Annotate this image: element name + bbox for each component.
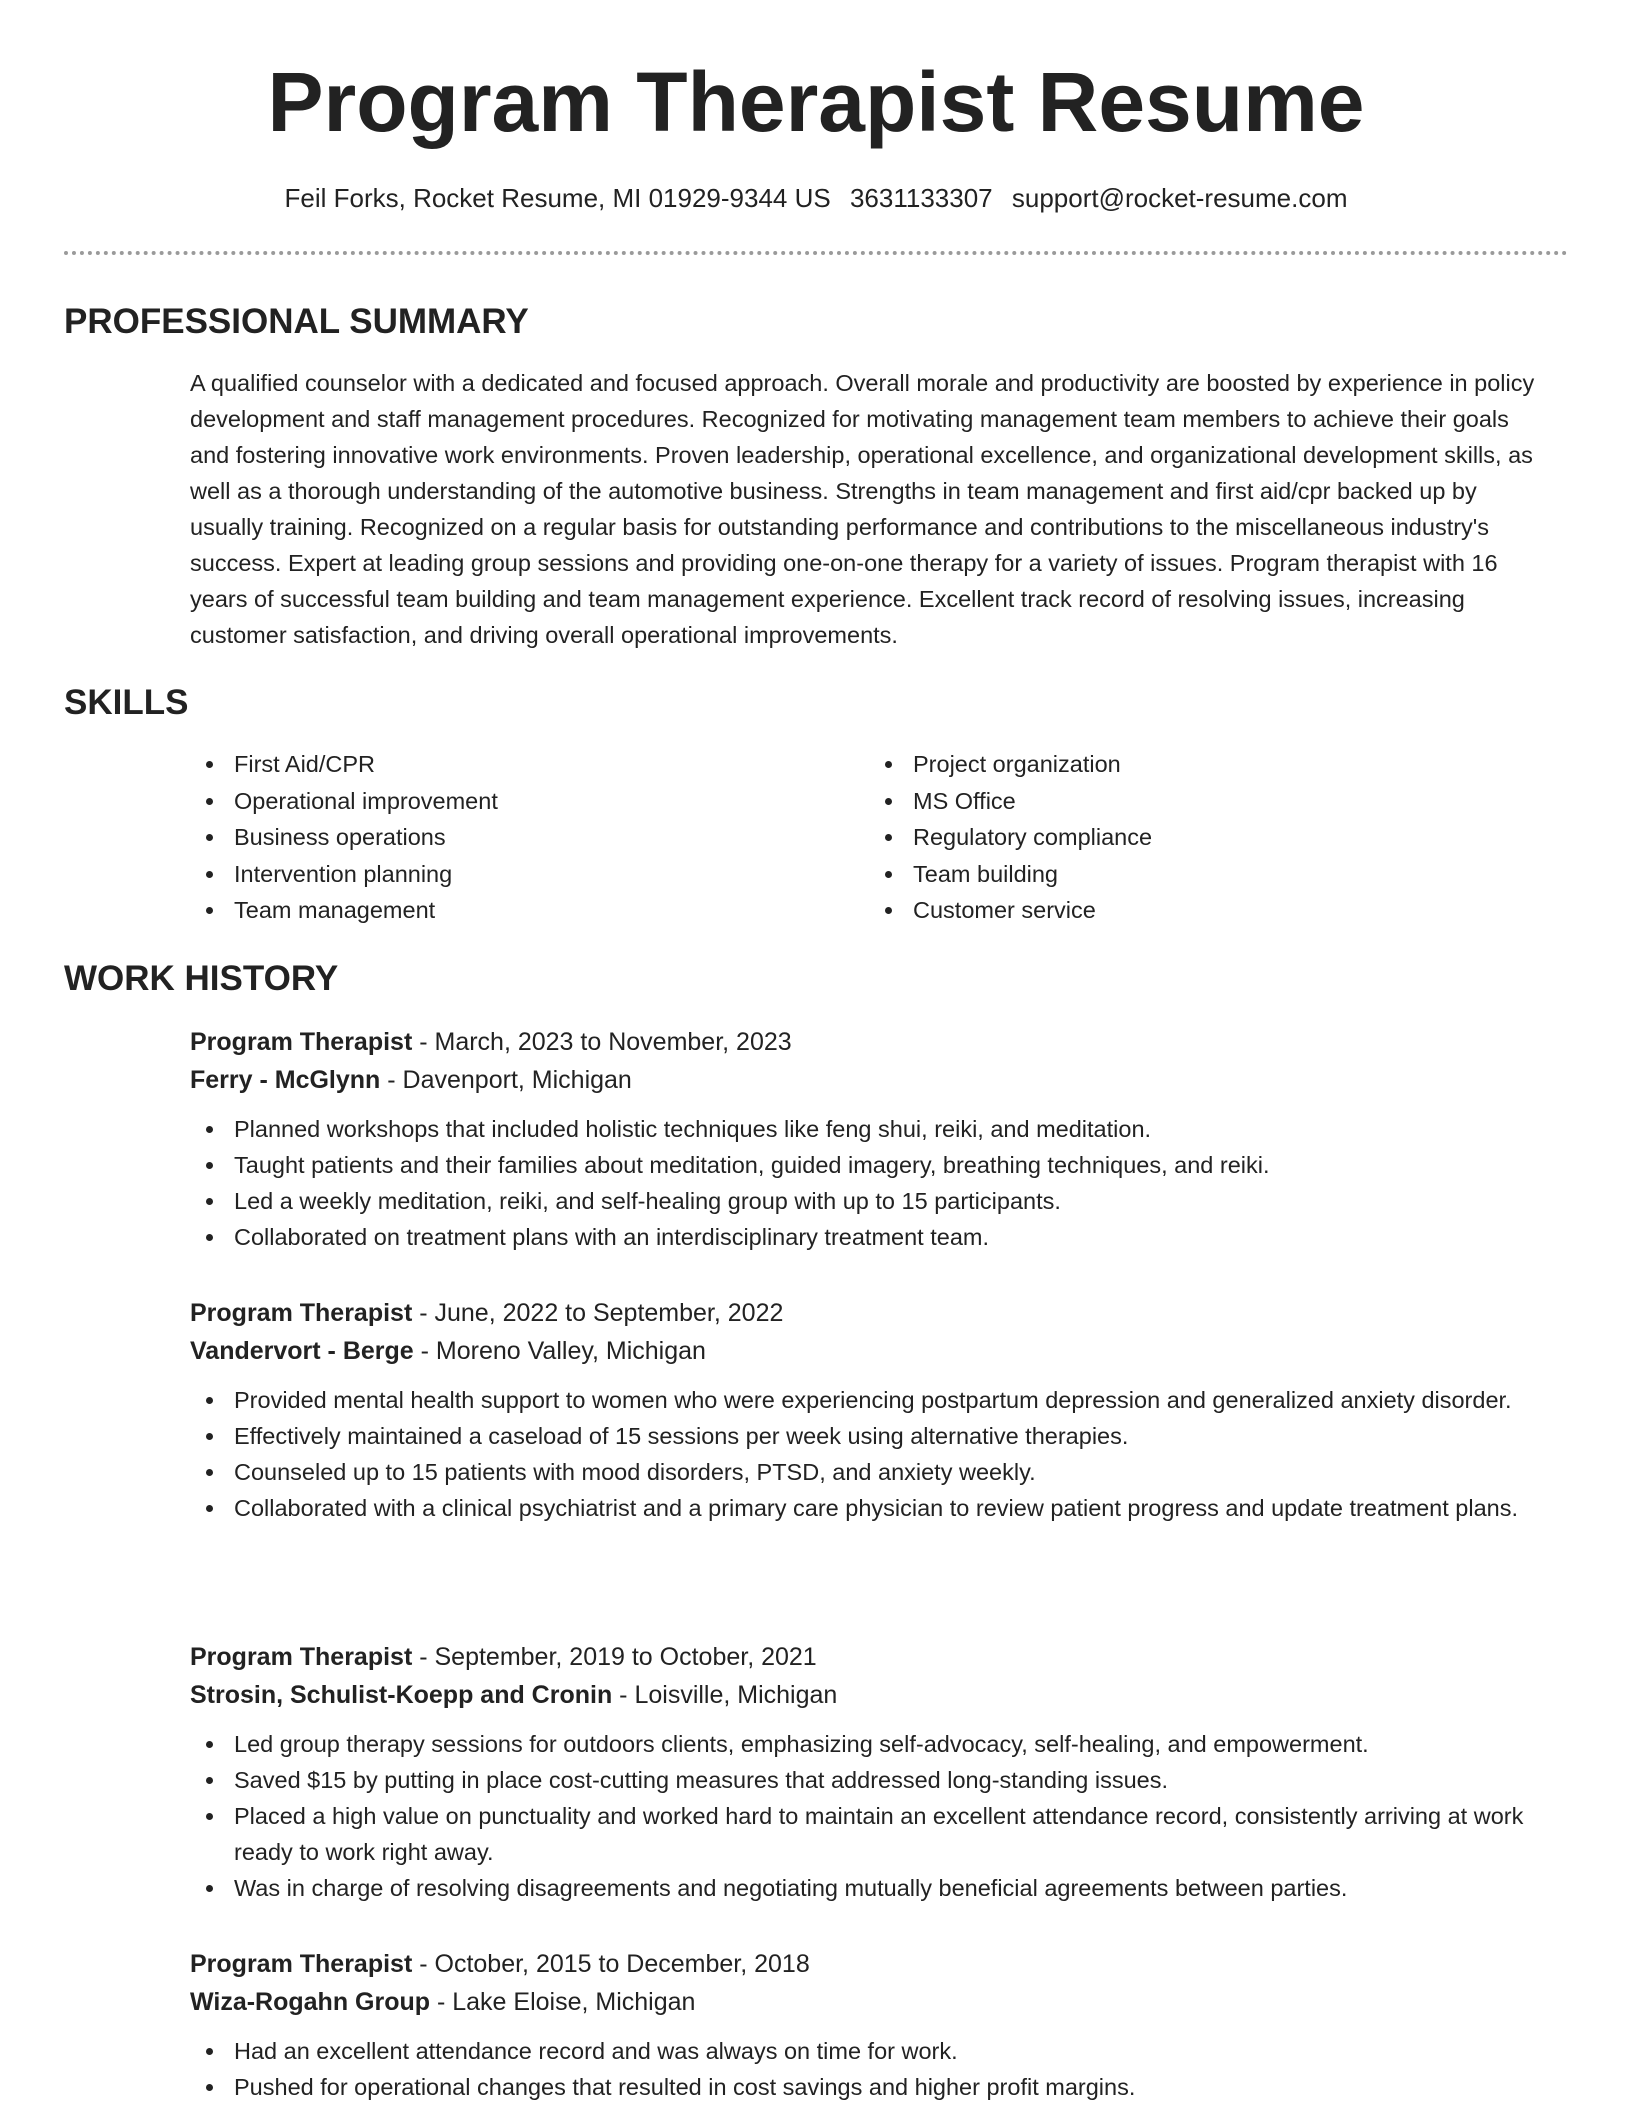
- resume-title: Program Therapist Resume: [267, 55, 1365, 149]
- job-bullet: Led a weekly meditation, reiki, and self-healing group with up to 15 participants.: [190, 1183, 1550, 1219]
- job-dates: - September, 2019 to October, 2021: [412, 1643, 817, 1671]
- job-company-line: [190, 1676, 1550, 1714]
- job-bullet: Collaborated with a clinical psychiatrist and a primary care physician to review patient progress and update treatment plans.: [190, 1490, 1550, 1526]
- job-location: - Moreno Valley, Michigan: [413, 1337, 706, 1365]
- job-company-line: [190, 1983, 1550, 2021]
- job-bullet: Was in charge of resolving disagreements and negotiating mutually beneficial agreements between parties.: [190, 1870, 1550, 1906]
- skill-item: First Aid/CPR: [190, 746, 498, 783]
- job-title-line: [190, 1294, 1550, 1332]
- job-title-line: [190, 1638, 1550, 1676]
- job-entry: [190, 1294, 1550, 1526]
- skill-item: Intervention planning: [190, 856, 498, 893]
- skill-item: Operational improvement: [190, 783, 498, 820]
- job-title: Program Therapist: [190, 1299, 413, 1327]
- skills-list-left: [190, 746, 498, 929]
- job-bullets: [190, 1726, 1550, 1906]
- contact-line: [0, 180, 1632, 216]
- section-heading-work-history: WORK HISTORY: [64, 959, 339, 998]
- skill-item: Regulatory compliance: [869, 819, 1152, 856]
- job-bullet: Placed a high value on punctuality and worked hard to maintain an excellent attendance record, consistently arriving at work ready to work right away.: [190, 1798, 1550, 1870]
- job-company: Ferry - McGlynn: [190, 1066, 381, 1094]
- job-company-line: [190, 1332, 1550, 1370]
- job-title-line: [190, 1023, 1550, 1061]
- skill-item: MS Office: [869, 783, 1152, 820]
- contact-phone: 3631133307: [849, 183, 993, 213]
- job-company: Wiza-Rogahn Group: [190, 1988, 431, 2016]
- job-bullet: Had an excellent attendance record and was always on time for work.: [190, 2033, 1550, 2069]
- job-bullet: Provided mental health support to women who were experiencing postpartum depression and generalized anxiety disorder.: [190, 1382, 1550, 1418]
- job-bullet: Effectively maintained a caseload of 15 sessions per week using alternative therapies.: [190, 1418, 1550, 1454]
- job-company: Strosin, Schulist-Koepp and Cronin: [190, 1681, 613, 1709]
- job-bullet: Planned workshops that included holistic techniques like feng shui, reiki, and meditation.: [190, 1111, 1550, 1147]
- skill-item: Project organization: [869, 746, 1152, 783]
- section-heading-skills: SKILLS: [64, 683, 189, 722]
- skill-item: Team building: [869, 856, 1152, 893]
- job-entry: [190, 1638, 1550, 1906]
- job-bullets: [190, 1111, 1550, 1255]
- job-entry: [190, 1023, 1550, 1255]
- skill-item: Business operations: [190, 819, 498, 856]
- job-company-line: [190, 1061, 1550, 1099]
- skill-item: Customer service: [869, 892, 1152, 929]
- job-location: - Loisville, Michigan: [612, 1681, 838, 1709]
- job-bullet: Collaborated on treatment plans with an interdisciplinary treatment team.: [190, 1219, 1550, 1255]
- job-title: Program Therapist: [190, 1028, 413, 1056]
- job-dates: - June, 2022 to September, 2022: [412, 1299, 784, 1327]
- job-bullet: Saved $15 by putting in place cost-cutting measures that addressed long-standing issues.: [190, 1762, 1550, 1798]
- job-title: Program Therapist: [190, 1643, 413, 1671]
- job-dates: - March, 2023 to November, 2023: [412, 1028, 792, 1056]
- summary-text: A qualified counselor with a dedicated and focused approach. Overall morale and productivity are boosted by experience in policy development and staff management procedures. Recognized for motivating management team members to achieve their goals and fostering innovative work environments. Proven leadership, operational excellence, and organizational development skills, as well as a thorough understanding of the automotive business. Strengths in team management and first aid/cpr backed up by usually training. Recognized on a regular basis for outstanding performance and contributions to the miscellaneous industry's success. Expert at leading group sessions and providing one-on-one therapy for a variety of issues. Program therapist with 16 years of successful team building and team management experience. Excellent track record of resolving issues, increasing customer satisfaction, and driving overall operational improvements.: [190, 370, 1535, 648]
- job-bullet: Counseled up to 15 patients with mood disorders, PTSD, and anxiety weekly.: [190, 1454, 1550, 1490]
- job-location: - Lake Eloise, Michigan: [430, 1988, 696, 2016]
- job-bullet: Taught patients and their families about meditation, guided imagery, breathing techniques, and reiki.: [190, 1147, 1550, 1183]
- skill-item: Team management: [190, 892, 498, 929]
- job-bullets: [190, 2033, 1550, 2105]
- job-bullet: Pushed for operational changes that resulted in cost savings and higher profit margins.: [190, 2069, 1550, 2105]
- job-bullets: [190, 1382, 1550, 1526]
- contact-email: support@rocket-resume.com: [1011, 183, 1348, 213]
- job-title: Program Therapist: [190, 1950, 413, 1978]
- skills-list-right: [869, 746, 1152, 929]
- job-entry: [190, 1945, 1550, 2105]
- job-company: Vandervort - Berge: [190, 1337, 414, 1365]
- job-location: - Davenport, Michigan: [380, 1066, 632, 1094]
- contact-address: Feil Forks, Rocket Resume, MI 01929-9344 US: [284, 183, 831, 213]
- job-bullet: Led group therapy sessions for outdoors clients, emphasizing self-advocacy, self-healing, and empowerment.: [190, 1726, 1550, 1762]
- job-dates: - October, 2015 to December, 2018: [412, 1950, 810, 1978]
- job-title-line: [190, 1945, 1550, 1983]
- header-divider: [64, 251, 1568, 255]
- section-heading-summary: PROFESSIONAL SUMMARY: [64, 302, 529, 341]
